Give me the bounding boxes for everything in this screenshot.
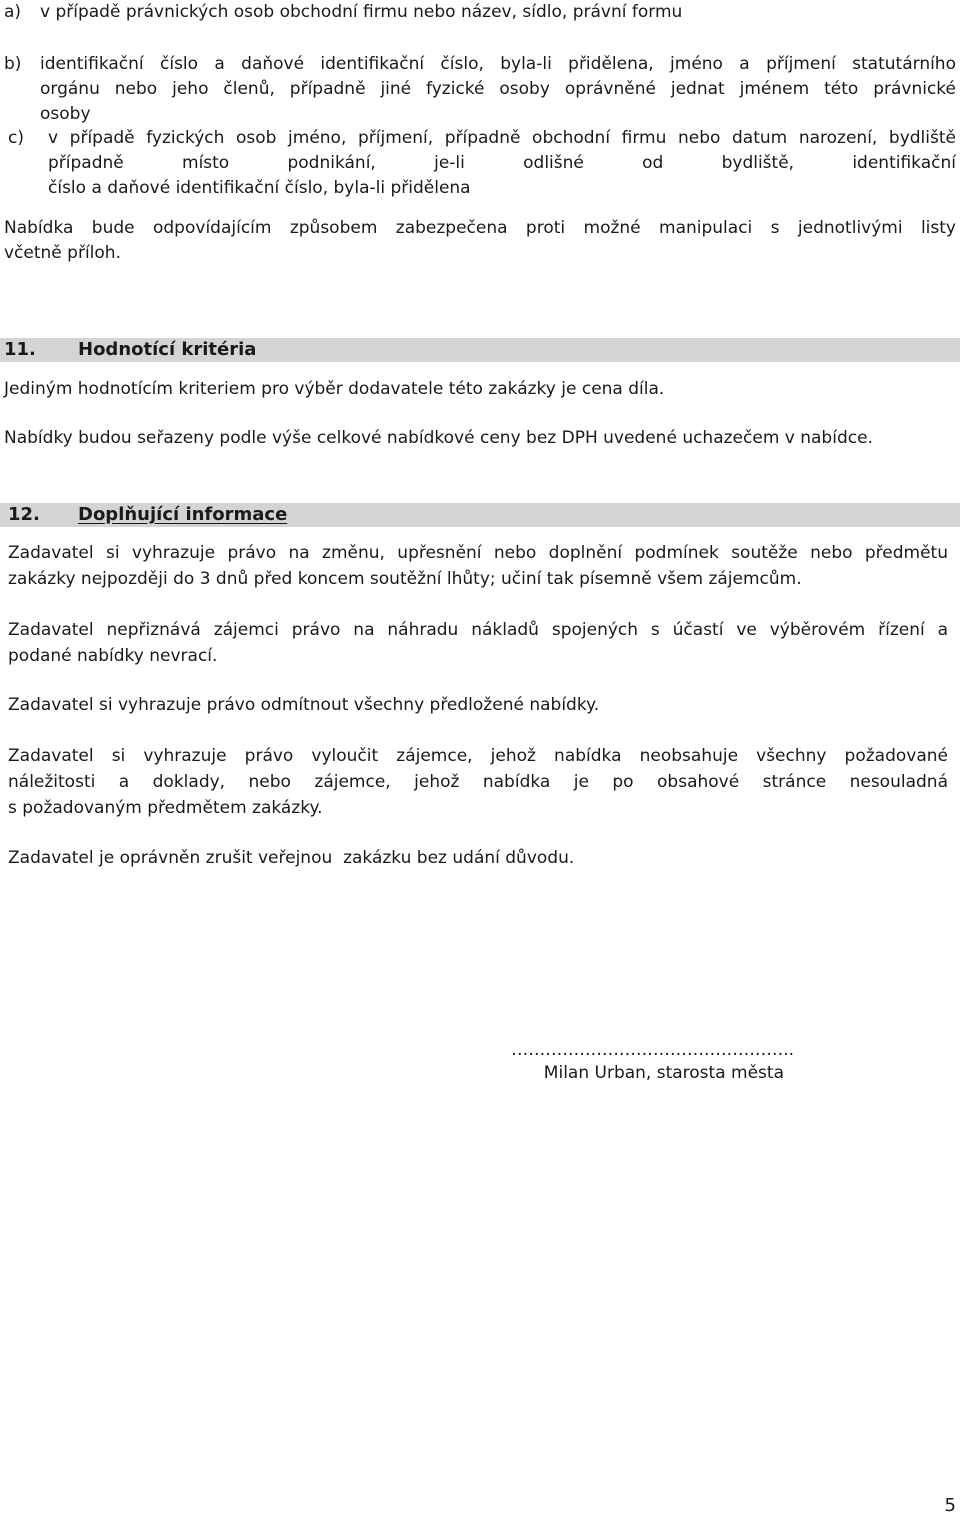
section-heading-12	[0, 503, 960, 527]
list-item-b	[4, 52, 956, 127]
list-text-b-line2: orgánu nebo jeho členů, případně jiné fyzické osoby oprávněné jednat jménem této právnické	[40, 79, 956, 99]
list-text-c-line3: číslo a daňové identifikační číslo, byla-li přidělena	[48, 178, 471, 198]
list-text-b-line3: osoby	[40, 104, 91, 124]
info-paragraph-4-line2: náležitosti a doklady, nebo zájemce, jehož nabídka je po obsahové stránce nesouladná	[8, 772, 948, 792]
list-marker-b: b)	[4, 54, 22, 74]
list-item-c	[8, 126, 956, 201]
info-paragraph-4-line1: Zadavatel si vyhrazuje právo vyloučit zájemce, jehož nabídka neobsahuje všechny požadované	[8, 746, 948, 766]
section-number-12: 12.	[8, 504, 40, 525]
list-item-a	[4, 0, 956, 25]
info-paragraph-1-line1: Zadavatel si vyhrazuje právo na změnu, upřesnění nebo doplnění podmínek soutěže nebo předmětu	[8, 543, 948, 563]
section-number-11: 11.	[4, 339, 36, 360]
list-marker-a: a)	[4, 2, 22, 22]
signatory-name: Milan Urban, starosta města	[543, 1063, 784, 1083]
list-marker-c: c)	[8, 128, 24, 148]
info-paragraph-3: Zadavatel si vyhrazuje právo odmítnout všechny předložené nabídky.	[8, 695, 600, 715]
offer-protection-line2: včetně příloh.	[4, 243, 121, 263]
section-title-12: Doplňující informace	[78, 504, 288, 525]
list-text-c-line2: případně místo podnikání, je-li odlišné od bydliště, identifikační	[48, 153, 956, 173]
list-text-a: v případě právnických osob obchodní firmu nebo název, sídlo, právní formu	[40, 2, 683, 22]
info-paragraph-5: Zadavatel je oprávněn zrušit veřejnou zakázku bez udání důvodu.	[8, 848, 575, 868]
info-paragraph-2-line1: Zadavatel nepřiznává zájemci právo na náhradu nákladů spojených s účastí ve výběrovém řízení a	[8, 620, 948, 640]
criteria-paragraph-2: Nabídky budou seřazeny podle výše celkové nabídkové ceny bez DPH uvedené uchazečem v nabídce.	[4, 428, 873, 448]
info-paragraph-1	[8, 540, 948, 592]
info-paragraph-1-line2: zakázky nejpozději do 3 dnů před koncem soutěžní lhůty; učiní tak písemně všem zájemcům.	[8, 569, 802, 589]
info-paragraph-2	[8, 617, 948, 669]
list-text-b-line1: identifikační číslo a daňové identifikační číslo, byla-li přidělena, jméno a příjmení statutárního	[40, 54, 956, 74]
list-text-c-line1: v případě fyzických osob jméno, příjmení, případně obchodní firmu nebo datum narození, bydliště	[48, 128, 956, 148]
offer-protection-line1: Nabídka bude odpovídajícím způsobem zabezpečena proti možné manipulaci s jednotlivými listy	[4, 218, 956, 238]
section-title-11: Hodnotící kritéria	[78, 339, 257, 360]
info-paragraph-2-line2: podané nabídky nevrací.	[8, 646, 218, 666]
criteria-paragraph-1: Jediným hodnotícím kriteriem pro výběr dodavatele této zakázky je cena díla.	[4, 379, 665, 399]
section-heading-11	[0, 338, 960, 362]
offer-protection-paragraph	[4, 216, 956, 266]
info-paragraph-4-line3: s požadovaným předmětem zakázky.	[8, 798, 323, 818]
signature-line: …………………………………………..	[511, 1040, 794, 1060]
info-paragraph-4	[8, 743, 948, 821]
page-number: 5	[944, 1495, 956, 1516]
